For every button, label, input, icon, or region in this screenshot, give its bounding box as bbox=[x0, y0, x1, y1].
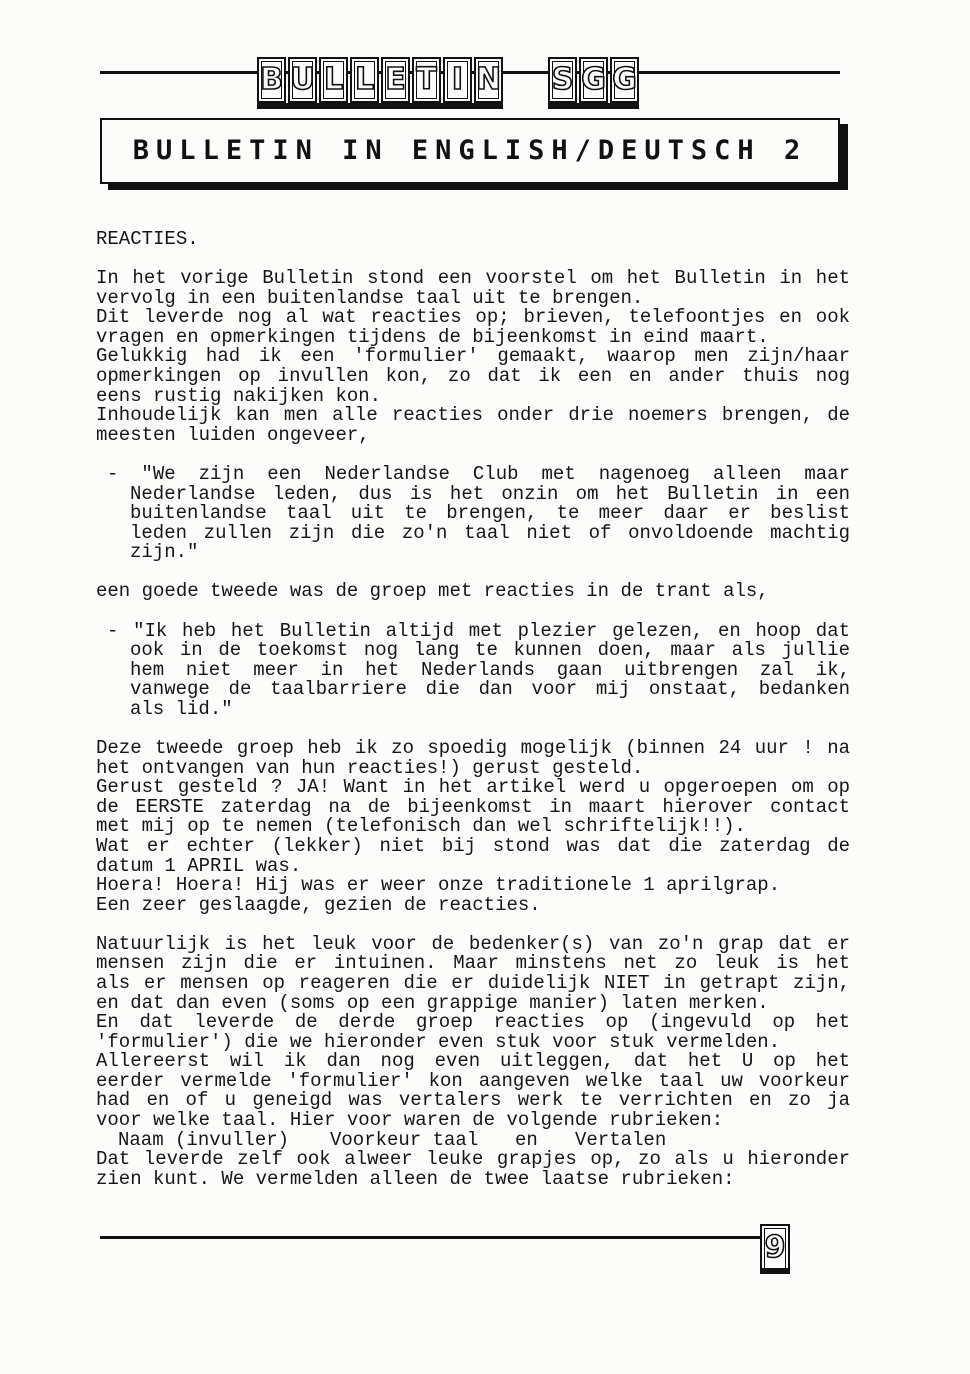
text-line: Deze tweede groep heb ik zo spoedig mogelijk (binnen 24 uur ! na bbox=[96, 739, 850, 759]
rubric-language: Voorkeur taal bbox=[330, 1128, 479, 1151]
text-line: het ontvangen van hun reacties!) gerust gesteld. bbox=[96, 756, 644, 779]
text-line: Inhoudelijk kan men alle reacties onder drie noemers brengen, de bbox=[96, 406, 850, 426]
rubric-translate: Vertalen bbox=[575, 1128, 667, 1151]
text-line: en dat dan even (soms op een grappige manier) laten merken. bbox=[96, 991, 769, 1014]
text-line: meesten luiden ongeveer, bbox=[96, 423, 370, 446]
logo-underbar bbox=[548, 103, 639, 109]
text-line: mensen zijn die er intuinen. Maar minstens net zo leuk is het bbox=[96, 954, 850, 974]
logo-letter: N bbox=[474, 57, 503, 103]
text-line: En dat leverde de derde groep reacties op (ingevuld op het bbox=[96, 1013, 850, 1033]
text-line: de EERSTE zaterdag na de bijeenkomst in maart hierover contact bbox=[96, 797, 850, 818]
quote-line: leden zullen zijn die zo'n taal niet of onvoldoende machtig bbox=[130, 523, 850, 544]
bottom-rule bbox=[100, 1236, 760, 1239]
page-number-underbar bbox=[760, 1268, 790, 1274]
quote-line: ook in de toekomst nog lang te kunnen doen, maar als jullie bbox=[130, 641, 850, 661]
article-body bbox=[96, 230, 850, 1189]
text-line: Hoera! Hoera! Hij was er weer onze traditionele 1 aprilgrap. bbox=[96, 874, 781, 897]
blank-line bbox=[96, 915, 850, 935]
text-line: eens rustig nakijken kon. bbox=[96, 384, 382, 407]
text-line: voor welke taal. Hier voor waren de volgende rubrieken: bbox=[96, 1109, 724, 1132]
text-line: had en of u geneigd was vertalers werk te verrichten en zo ja bbox=[96, 1091, 850, 1112]
text-line: eerder vermelde 'formulier' kon aangeven welke taal uw voorkeur bbox=[96, 1071, 850, 1092]
text-line: een goede tweede was de groep met reacties in de trant als, bbox=[96, 580, 769, 603]
quote-line: vanwege de taalbarriere die dan voor mij onstaat, bedanken bbox=[130, 680, 850, 700]
text-line: Gelukkig had ik een 'formulier' gemaakt, waarop men zijn/haar bbox=[96, 347, 850, 368]
page-number: 9 bbox=[760, 1224, 790, 1274]
rubric-and: en bbox=[515, 1128, 538, 1151]
logo-underbar bbox=[257, 103, 503, 109]
quote-line: buitenlandse taal uit te brengen, te meer daar er beslist bbox=[130, 504, 850, 524]
text-line: 'formulier') die we hieronder even stuk voor stuk vermelden. bbox=[96, 1030, 781, 1053]
text-line: zien kunt. We vermelden alleen de twee laatse rubrieken: bbox=[96, 1167, 735, 1190]
rubrics-line bbox=[96, 1128, 850, 1151]
section-heading: REACTIES. bbox=[96, 228, 199, 250]
quote-line: - "We zijn een Nederlandse Club met nagenoeg alleen maar bbox=[107, 464, 850, 485]
quote-line: - "Ik heb het Bulletin altijd met plezier gelezen, en hoop dat bbox=[107, 621, 850, 642]
logo-letter: B bbox=[257, 57, 286, 103]
logo-letter: G bbox=[610, 57, 639, 103]
text-line: als er mensen op reageren die er duidelijk NIET in getrapt zijn, bbox=[96, 973, 850, 994]
logo-letter: T bbox=[412, 57, 441, 103]
page-title: BULLETIN IN ENGLISH/DEUTSCH 2 bbox=[100, 118, 840, 184]
logo-letter: U bbox=[288, 57, 317, 103]
quote-line: zijn." bbox=[130, 541, 199, 564]
rubric-name: Naam (invuller) bbox=[118, 1128, 290, 1151]
text-line: Gerust gesteld ? JA! Want in het artikel werd u opgeroepen om op bbox=[96, 778, 850, 798]
blank-line bbox=[96, 719, 850, 739]
logo-letter: G bbox=[579, 57, 608, 103]
text-line: Natuurlijk is het leuk voor de bedenker(s) van zo'n grap dat er bbox=[96, 934, 850, 955]
logo-letter: L bbox=[319, 57, 348, 103]
blank-line bbox=[96, 250, 850, 270]
text-line: Wat er echter (lekker) niet bij stond was dat die zaterdag de bbox=[96, 836, 850, 857]
logo-letter: I bbox=[443, 57, 472, 103]
logo-word-sgg bbox=[548, 57, 639, 109]
quote-line: hem niet meer in het Nederlands gaan uitbrengen zal ik, bbox=[130, 660, 850, 681]
blank-line bbox=[96, 445, 850, 465]
text-line: Dit leverde nog al wat reacties op; brieven, telefoontjes en ook bbox=[96, 308, 850, 328]
quote-line: Nederlandse leden, dus is het onzin om het Bulletin in een bbox=[130, 484, 850, 505]
text-line: Een zeer geslaagde, gezien de reacties. bbox=[96, 893, 541, 916]
text-line: vragen en opmerkingen tijdens de bijeenkomst in eind maart. bbox=[96, 325, 769, 348]
logo-letter: S bbox=[548, 57, 577, 103]
logo-word-bulletin bbox=[257, 57, 503, 109]
logo-letter: L bbox=[350, 57, 379, 103]
text-line: datum 1 APRIL was. bbox=[96, 854, 302, 877]
text-line: Dat leverde zelf ook alweer leuke grapjes op, zo als u hieronder bbox=[96, 1150, 850, 1170]
text-line: opmerkingen op invullen kon, zo dat ik een en ander thuis nog bbox=[96, 367, 850, 387]
text-line: Allereerst wil ik dan nog even uitleggen, dat het U op het bbox=[96, 1052, 850, 1072]
blank-line bbox=[96, 602, 850, 622]
text-line: met mij op te nemen (telefonisch dan wel schriftelijk!!). bbox=[96, 815, 746, 838]
text-line: In het vorige Bulletin stond een voorstel om het Bulletin in het bbox=[96, 269, 850, 289]
logo-letter: E bbox=[381, 57, 410, 103]
quote-line: als lid." bbox=[130, 697, 233, 720]
text-line: vervolg in een buitenlandse taal uit te brengen. bbox=[96, 286, 644, 309]
